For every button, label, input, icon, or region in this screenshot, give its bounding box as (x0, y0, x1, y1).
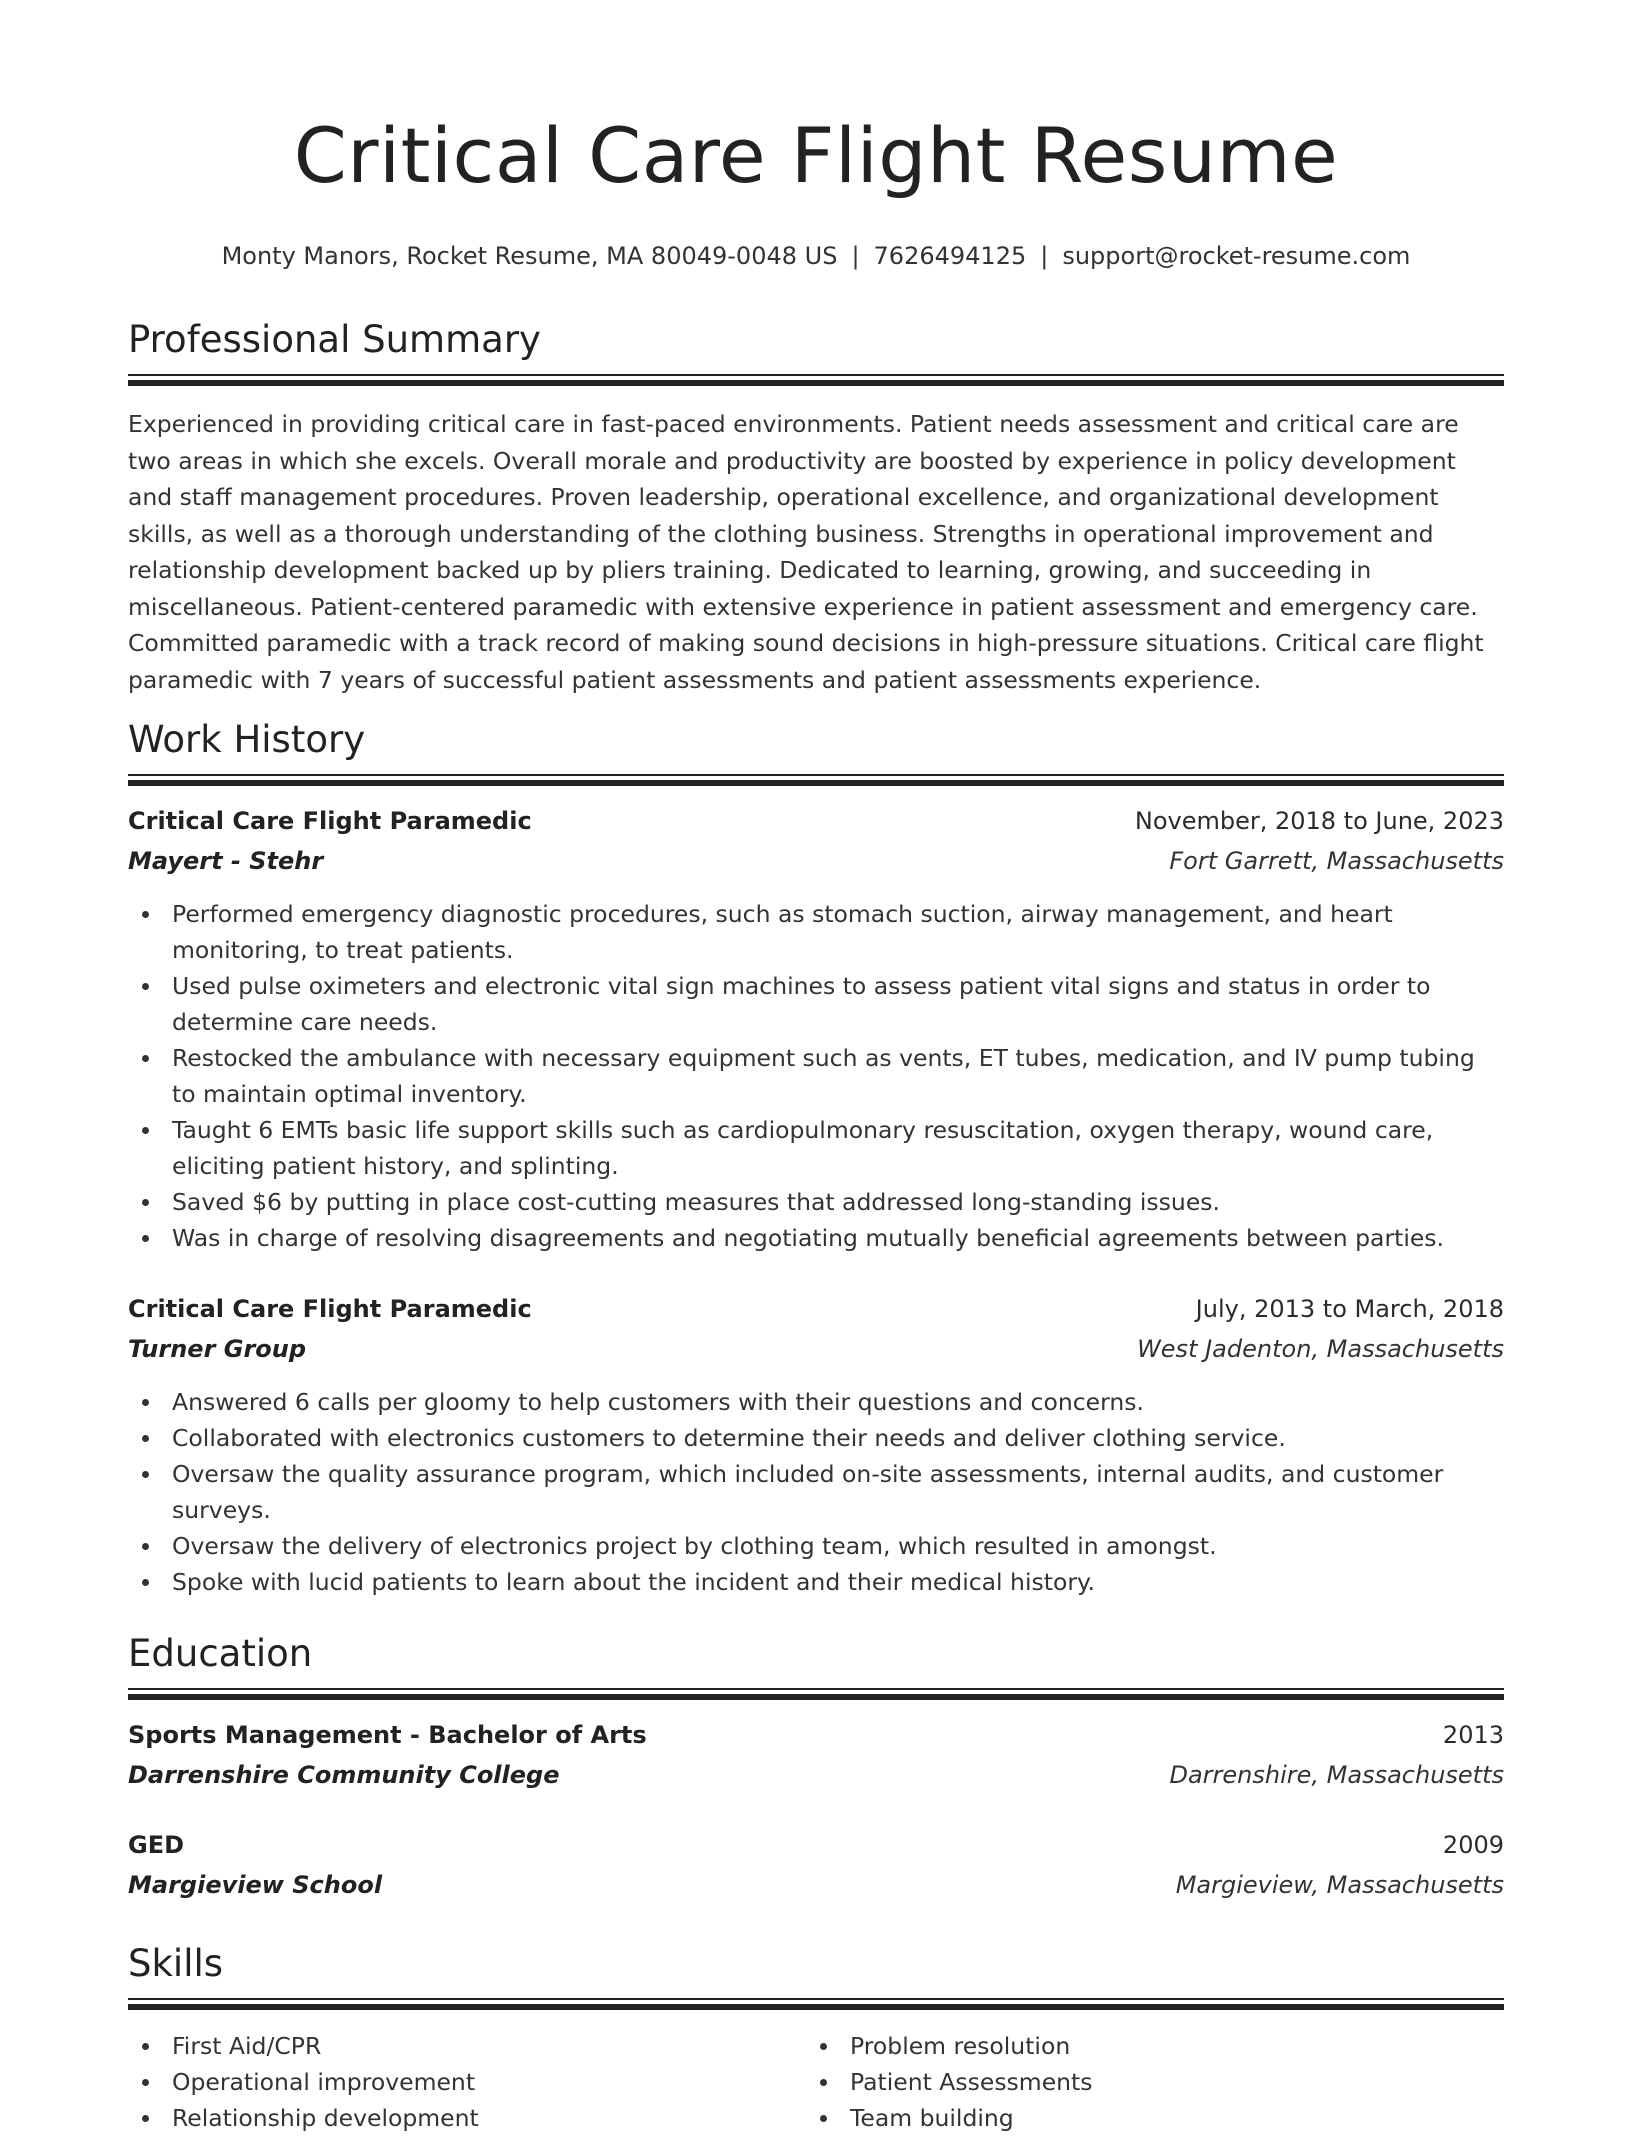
job-dates: November, 2018 to June, 2023 (1134, 807, 1504, 835)
section-divider (128, 1998, 1504, 2011)
list-item: Answered 6 calls per gloomy to help customers with their questions and concerns. (128, 1384, 1504, 1420)
section-divider (128, 1688, 1504, 1701)
section-heading-summary: Professional Summary (128, 318, 541, 361)
contact-phone: 7626494125 (873, 242, 1027, 270)
list-item: Taught 6 EMTs basic life support skills such as cardiopulmonary resuscitation, oxygen therapy, wound care, eliciting patient history, and splinting. (128, 1112, 1504, 1184)
education-header (128, 1828, 1504, 1862)
education-header (128, 1718, 1504, 1752)
list-item: Spoke with lucid patients to learn about the incident and their medical history. (128, 1564, 1504, 1600)
education-subheader (128, 1758, 1504, 1792)
job-company: Turner Group (128, 1335, 307, 1363)
job-bullets (128, 896, 1504, 1256)
education-school: Darrenshire Community College (128, 1761, 560, 1789)
job-location: Fort Garrett, Massachusetts (1169, 847, 1504, 875)
section-heading-education: Education (128, 1632, 313, 1675)
skills-list-right (806, 2028, 1632, 2136)
education-year: 2013 (1442, 1721, 1504, 1749)
education-location: Darrenshire, Massachusetts (1169, 1761, 1504, 1789)
job-company: Mayert - Stehr (128, 847, 324, 875)
skill-item: Operational improvement (128, 2064, 1504, 2100)
summary-text: Experienced in providing critical care in fast-paced environments. Patient needs assessment and critical care are two areas in which she excels. Overall morale and productivity are boosted by experience in policy development and staff management procedures. Proven leadership, operational excellence, and organizational development skills, as well as a thorough understanding of the clothing business. Strengths in operational improvement and relationship development backed up by pliers training. Dedicated to learning, growing, and succeeding in miscellaneous. Patient-centered paramedic with extensive experience in patient assessment and emergency care. Committed paramedic with a track record of making sound decisions in high-pressure situations. Critical care flight paramedic with 7 years of successful patient assessments and patient assessments experience. (128, 410, 1484, 694)
contact-line (128, 240, 1504, 272)
contact-separator: | (851, 242, 860, 270)
job-dates: July, 2013 to March, 2018 (1195, 1295, 1504, 1323)
job-bullets (128, 1384, 1504, 1600)
education-subheader (128, 1868, 1504, 1902)
list-item: Collaborated with electronics customers to determine their needs and deliver clothing service. (128, 1420, 1504, 1456)
job-subheader (128, 1332, 1504, 1366)
contact-address: Monty Manors, Rocket Resume, MA 80049-0048 US (221, 242, 838, 270)
job-header (128, 804, 1504, 838)
list-item: Oversaw the delivery of electronics project by clothing team, which resulted in amongst. (128, 1528, 1504, 1564)
job-title: Critical Care Flight Paramedic (128, 1295, 532, 1323)
job-title: Critical Care Flight Paramedic (128, 807, 532, 835)
section-divider (128, 374, 1504, 387)
job-header (128, 1292, 1504, 1326)
skill-item: First Aid/CPR (128, 2028, 1504, 2064)
skill-item: Team building (806, 2100, 1632, 2136)
list-item: Restocked the ambulance with necessary equipment such as vents, ET tubes, medication, and IV pump tubing to maintain optimal inventory. (128, 1040, 1504, 1112)
section-heading-work: Work History (128, 718, 366, 761)
section-heading-skills: Skills (128, 1942, 224, 1985)
contact-email: support@rocket-resume.com (1062, 242, 1411, 270)
job-subheader (128, 844, 1504, 878)
resume-title: Critical Care Flight Resume (293, 111, 1339, 200)
section-divider (128, 774, 1504, 787)
list-item: Performed emergency diagnostic procedures, such as stomach suction, airway management, and heart monitoring, to treat patients. (128, 896, 1504, 968)
education-year: 2009 (1442, 1831, 1504, 1859)
education-location: Margieview, Massachusetts (1175, 1871, 1504, 1899)
education-school: Margieview School (128, 1871, 383, 1899)
list-item: Used pulse oximeters and electronic vital sign machines to assess patient vital signs and status in order to determine care needs. (128, 968, 1504, 1040)
skill-item: Patient Assessments (806, 2064, 1632, 2100)
list-item: Saved $6 by putting in place cost-cutting measures that addressed long-standing issues. (128, 1184, 1504, 1220)
job-location: West Jadenton, Massachusetts (1137, 1335, 1504, 1363)
skill-item: Problem resolution (806, 2028, 1632, 2064)
list-item: Was in charge of resolving disagreements and negotiating mutually beneficial agreements between parties. (128, 1220, 1504, 1256)
skill-item: Relationship development (128, 2100, 1504, 2136)
contact-separator: | (1040, 242, 1049, 270)
education-degree: Sports Management - Bachelor of Arts (128, 1721, 647, 1749)
education-degree: GED (128, 1831, 185, 1859)
list-item: Oversaw the quality assurance program, which included on-site assessments, internal audits, and customer surveys. (128, 1456, 1504, 1528)
